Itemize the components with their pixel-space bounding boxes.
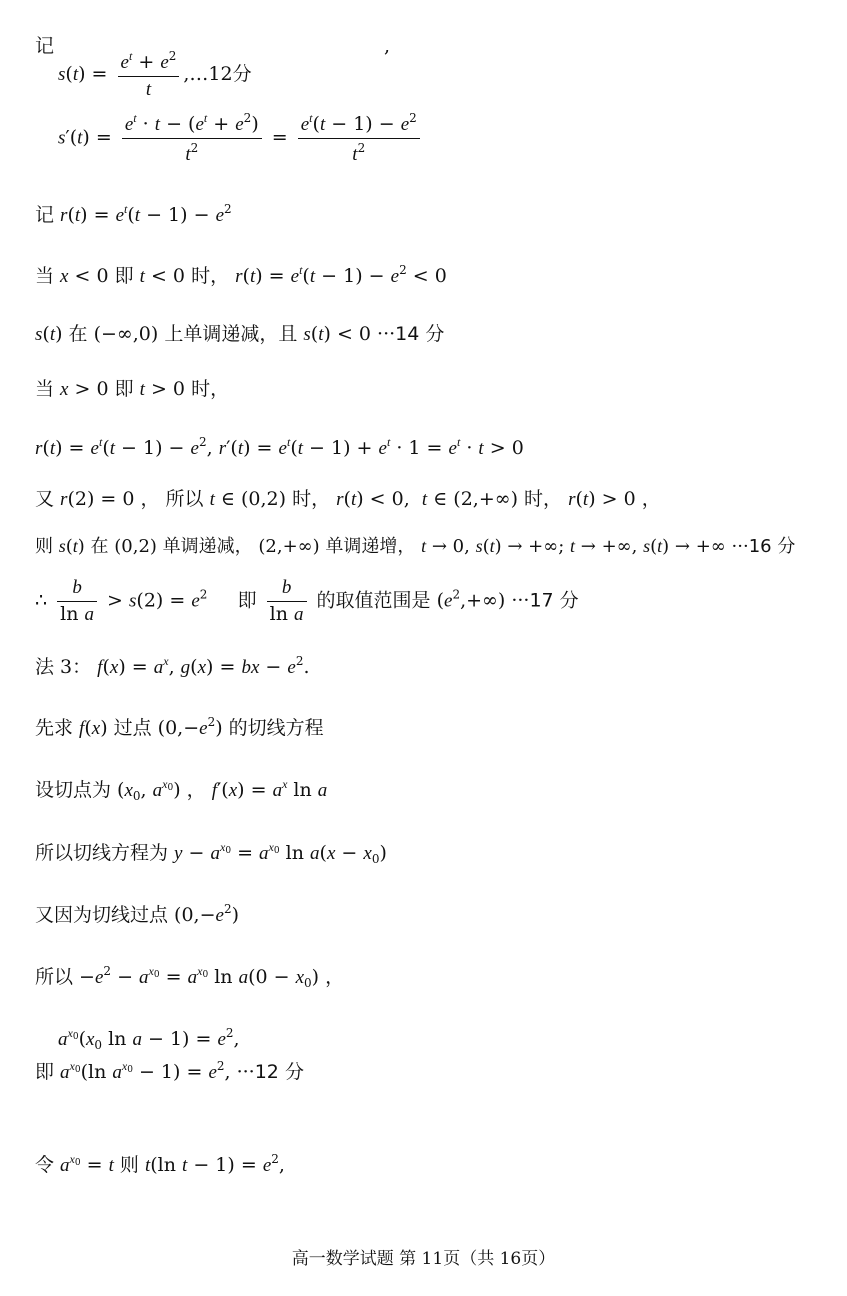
line-4: 记 $r(t) = e^t(t - 1) - e^2$ (35, 202, 232, 226)
line-16: 又因为切线过点 $(0,-e^2)$ (35, 902, 240, 926)
page-footer: 高一数学试题 第 11页（共 16页） (291, 1249, 556, 1269)
line-17: 所以 $-e^2 - a^{x_0} = a^{x_0}$ $\ln a(0 - x_0)$ ， (35, 964, 345, 990)
line-2: s(t) = $\frac{e^t + e^2}{t}$ ,…12分 (58, 49, 252, 100)
line-9: 又 r(2) = 0 ， 所以 t ∈ (0,2) 时， r(t) < 0, t ∈ (2,+∞) 时， r(t) > 0 ， (35, 488, 661, 510)
line-18: $a^{x_0}(x_0$ $\ln a - 1) = e^2$, (58, 1026, 240, 1052)
line-11: ∴ $\frac{b}{\text{ln a}}$ > $s(2) = e^2$ 即 $\frac{b}{\text{ln a}}$ 的取值范围是 $(e^2,+\infty) \cdot\cdot\cdot 17$ 分 (35, 577, 579, 625)
line-7: 当 x > 0 即 t > 0 时， (35, 378, 230, 400)
line-20: 令 $a^{x_0} = t$ 则 t(ln $t - 1) = e^2$, (35, 1152, 285, 1176)
line-14: 设切点为 ($x_0$, $a^{x_0}$) ， $f'(x) = a^x$ ln a (35, 777, 328, 803)
line-3: s′(t) = $\frac{e^t \cdot t - (e^t + e^2)}{t^2}$ = $\frac{e^t(t - 1) - e^2}{t^2}$ (58, 112, 424, 165)
line-12: 法 3： $f(x) = a^x$, g(x) = bx − $e^2$. (35, 654, 310, 678)
line-15: 所以切线方程为 $y - a^{x_0} = a^{x_0}$ $\ln a(x - x_0)$ (35, 840, 387, 866)
line-10: 则 s(t) 在 (0,2) 单调递减， (2,+∞) 单调递增， t → 0, s(t) → +∞; t → +∞, s(t) → +∞ ···16 分 (35, 536, 796, 557)
line-1: 记 , (35, 35, 391, 57)
line-8: $r(t) = e^t(t - 1) - e^2$, $r'(t) = e^t(t - 1) + e^t \cdot 1 = e^t \cdot t > 0$ (35, 435, 524, 459)
line-13: 先求 f(x) 过点 $(0,-e^2)$ 的切线方程 (35, 715, 324, 739)
line-5: 当 x < 0 即 t < 0 时， $r(t) = e^t(t - 1) - e^2 < 0$ (35, 263, 447, 287)
line-6: s(t) 在 (−∞,0) 上单调递减，且 s(t) < 0 ···14 分 (35, 323, 445, 345)
line-19: 即 $a^{x_0}(\ln$ $a^{x_0} - 1) = e^2$, ···12 分 (35, 1059, 304, 1083)
